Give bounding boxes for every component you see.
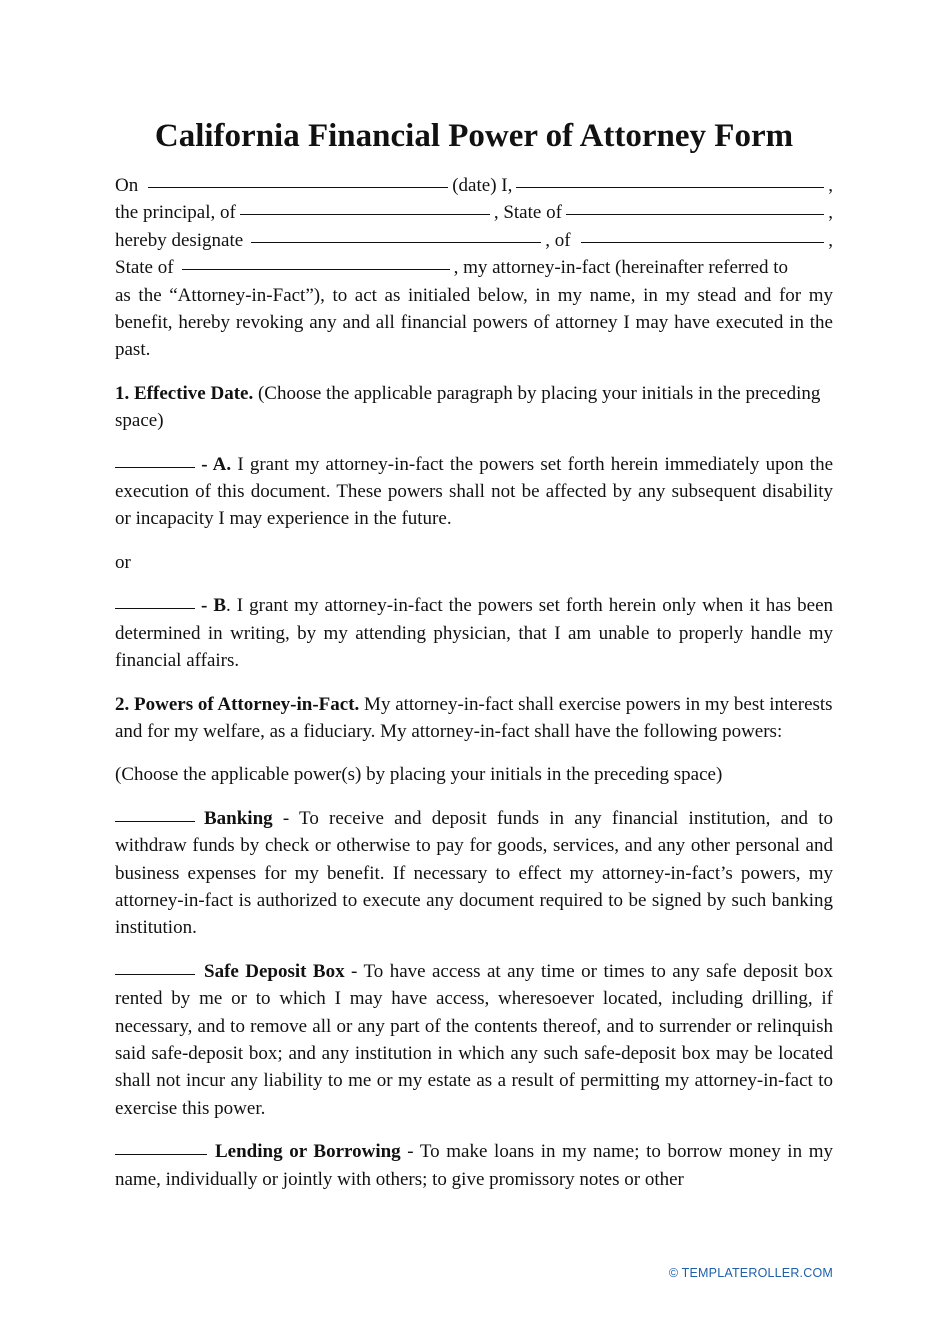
principal-state-field[interactable] [566, 214, 824, 215]
footer-copyright[interactable]: © TEMPLATEROLLER.COM [668, 1266, 833, 1280]
banking-power [115, 805, 833, 942]
intro-line-4 [115, 254, 833, 281]
section-2-instruction: (Choose the applicable power(s) by placing your initials in the preceding space) [115, 764, 723, 786]
document-title: California Financial Power of Attorney Form [154, 118, 794, 154]
date-field[interactable] [148, 187, 448, 188]
option-a-label: - A. [195, 453, 232, 475]
intro-on: On [115, 175, 139, 196]
section-2-heading: 2. Powers of Attorney-in-Fact. [115, 693, 360, 715]
attorney-text: , my attorney-in-fact (hereinafter referred to [453, 257, 788, 279]
date-label: (date) I, [452, 175, 513, 196]
safe-deposit-text: - To have access at any time or times to any safe deposit box rented by me or to which I may have access, wheresoever located, including drilling, if necessary, and to remove all or any part of the contents thereof, and to surrender or relinquish said safe-deposit box; and any institution in which any such safe-deposit box may be located shall not incur any liability to me or my estate as a result of permitting my attorney-in-fact to exercise this power. [115, 960, 833, 1119]
option-a-initials-field[interactable] [115, 467, 195, 468]
option-b-text: . I grant my attorney-in-fact the powers set forth herein only when it has been determined in writing, by my attending physician, that I am unable to properly handle my financial affairs. [115, 595, 834, 672]
option-b-label: - B [195, 595, 227, 617]
section-2 [115, 691, 833, 746]
lending-power [115, 1138, 833, 1193]
intro-line-2 [115, 199, 833, 226]
option-a [115, 451, 833, 533]
attorney-state-field[interactable] [182, 269, 450, 270]
attorney-in-fact-text [454, 254, 833, 281]
section-1-heading: 1. Effective Date. [115, 382, 254, 404]
banking-label: Banking [204, 807, 273, 829]
intro-line-3 [115, 227, 833, 254]
of-label: , of [545, 229, 571, 251]
hereby-designate-label: hereby designate [115, 229, 244, 251]
attorney-city-field[interactable] [581, 242, 825, 243]
option-a-text: I grant my attorney-in-fact the powers set forth herein immediately upon the execution of this document. These powers shall not be affected by any subsequent disability or incapacity I may experience in the future. [115, 453, 834, 530]
section-1 [115, 380, 833, 435]
state-of-label: , State of [493, 202, 562, 224]
attorney-name-field[interactable] [251, 242, 541, 243]
safe-deposit-initials-field[interactable] [115, 974, 195, 975]
safe-deposit-power [115, 958, 833, 1122]
state-of-label-2: State of [115, 257, 174, 279]
section-1-text: (Choose the applicable paragraph by placing your initials in the preceding space) [115, 382, 821, 432]
banking-initials-field[interactable] [115, 821, 195, 822]
intro-line-1 [115, 172, 833, 199]
banking-text: - To receive and deposit funds in any financial institution, and to withdraw funds by check or otherwise to pay for goods, services, and any other personal and business expenses for my benefit. If necessary to effect my attorney-in-fact’s powers, my attorney-in-fact is authorized to execute any document required to be signed by such banking institution. [115, 807, 833, 939]
lending-text: - To make loans in my name; to borrow money in my name, individually or jointly with others; to give promissory notes or other [115, 1141, 833, 1190]
safe-deposit-label: Safe Deposit Box [204, 960, 345, 982]
principal-city-field[interactable] [240, 214, 490, 215]
comma: , [828, 202, 833, 224]
or-text: or [115, 551, 131, 573]
lending-label: Lending or Borrowing [215, 1141, 401, 1163]
comma: , [828, 175, 833, 196]
intro-rest: as the “Attorney-in-Fact”), to act as initialed below, in my name, in my stead and for my benefit, hereby revoking any and all financial powers of attorney I may have executed in the past. [115, 284, 833, 361]
option-b-initials-field[interactable] [115, 608, 195, 609]
principal-of-label: the principal, of [115, 202, 236, 224]
comma: , [828, 229, 833, 251]
document-page [115, 116, 833, 1193]
principal-name-field[interactable] [516, 187, 824, 188]
section-2-text: My attorney-in-fact shall exercise powers in my best interests and for my welfare, as a fiduciary. My attorney-in-fact shall have the following powers: [115, 693, 833, 742]
lending-initials-field[interactable] [115, 1154, 207, 1155]
option-b [115, 592, 833, 674]
